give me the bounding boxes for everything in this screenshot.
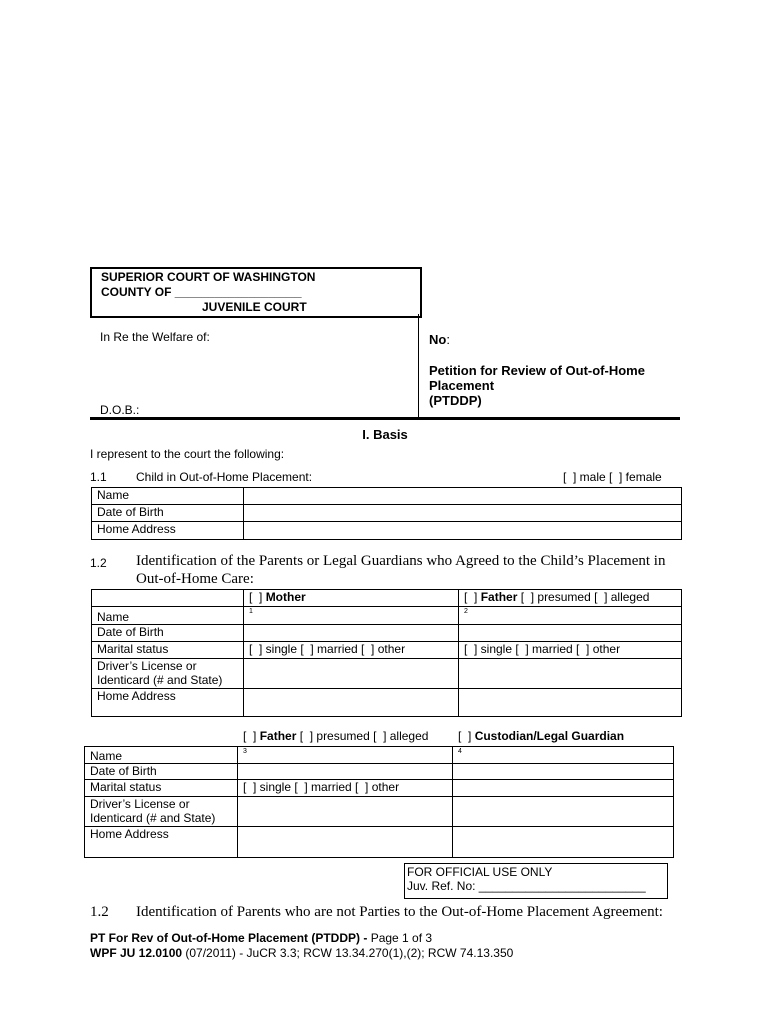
row-label: Name bbox=[92, 488, 244, 505]
mother-name-cell[interactable]: 1 bbox=[244, 607, 459, 625]
row-label: Date of Birth bbox=[85, 764, 238, 780]
row-label: Date of Birth bbox=[92, 505, 244, 522]
father-header bbox=[459, 590, 682, 607]
row-label: Driver’s License or Identicard (# and State) bbox=[92, 659, 244, 689]
guardian-license-cell[interactable] bbox=[453, 797, 674, 827]
father-checkbox[interactable]: [ ] bbox=[464, 590, 478, 604]
second-father-checkbox[interactable]: [ ] bbox=[243, 729, 257, 743]
child-address-cell[interactable] bbox=[244, 522, 682, 540]
father-address-cell[interactable] bbox=[459, 689, 682, 717]
guardian-dob-cell[interactable] bbox=[453, 764, 674, 780]
second-father-license-cell[interactable] bbox=[238, 797, 453, 827]
juvenile-court: JUVENILE COURT bbox=[202, 300, 307, 314]
county-line: COUNTY OF ___________________ bbox=[101, 285, 302, 299]
father-marital-checkboxes[interactable]: [ ] single [ ] married [ ] other bbox=[459, 642, 682, 659]
row-label: Home Address bbox=[85, 827, 238, 858]
in-re-label: In Re the Welfare of: bbox=[100, 330, 210, 344]
father-license-cell[interactable] bbox=[459, 659, 682, 689]
guardian-checkbox[interactable]: [ ] bbox=[458, 729, 472, 743]
item-1-1-number: 1.1 bbox=[90, 470, 107, 484]
mother-dob-cell[interactable] bbox=[244, 625, 459, 642]
mother-address-cell[interactable] bbox=[244, 689, 459, 717]
other-parents-table bbox=[84, 746, 674, 858]
footer-citation bbox=[90, 946, 513, 960]
item-1-2-text bbox=[136, 552, 665, 588]
caption-rule bbox=[90, 417, 680, 420]
second-father-header bbox=[243, 729, 428, 743]
guardian-marital-cell[interactable] bbox=[453, 780, 674, 797]
father-label: Father bbox=[480, 590, 518, 604]
official-use-box bbox=[404, 863, 668, 899]
mother-marital-checkboxes[interactable]: [ ] single [ ] married [ ] other bbox=[244, 642, 459, 659]
case-number bbox=[429, 332, 450, 347]
row-label: Marital status bbox=[92, 642, 244, 659]
mother-license-cell[interactable] bbox=[244, 659, 459, 689]
father-status-checkboxes[interactable]: [ ] presumed [ ] alleged bbox=[520, 590, 650, 604]
court-name: SUPERIOR COURT OF WASHINGTON bbox=[101, 270, 316, 284]
second-father-dob-cell[interactable] bbox=[238, 764, 453, 780]
case-number-label: No bbox=[429, 332, 447, 347]
blank-header-cell bbox=[92, 590, 244, 607]
guardian-label: Custodian/Legal Guardian bbox=[474, 729, 625, 743]
item-1-1-label: Child in Out-of-Home Placement: bbox=[136, 470, 313, 484]
child-table bbox=[91, 487, 682, 540]
child-dob-cell[interactable] bbox=[244, 505, 682, 522]
row-label: Driver’s License or Identicard (# and State) bbox=[85, 797, 238, 827]
item-1-2b-text: Identification of Parents who are not Parties to the Out-of-Home Placement Agreement: bbox=[136, 904, 663, 920]
child-gender-checkboxes[interactable]: [ ] male [ ] female bbox=[563, 470, 662, 484]
official-use-label: FOR OFFICIAL USE ONLY bbox=[407, 865, 553, 879]
second-father-label: Father bbox=[259, 729, 297, 743]
mother-checkbox[interactable]: [ ] bbox=[249, 590, 263, 604]
juv-ref-number[interactable]: Juv. Ref. No: _________________________ bbox=[407, 879, 646, 893]
row-label: Home Address bbox=[92, 689, 244, 717]
footer-form-id: WPF JU 12.0100 bbox=[90, 946, 183, 960]
mother-header bbox=[244, 590, 459, 607]
row-label: Marital status bbox=[85, 780, 238, 797]
item-1-2-number: 1.2 bbox=[90, 556, 107, 570]
row-label: Name bbox=[92, 607, 244, 625]
section-heading: I. Basis bbox=[362, 427, 408, 442]
case-number-colon: : bbox=[446, 332, 450, 347]
section-intro: I represent to the court the following: bbox=[90, 447, 285, 461]
row-label: Date of Birth bbox=[92, 625, 244, 642]
document-title-line2: Placement bbox=[429, 378, 495, 393]
item-1-2b-number: 1.2 bbox=[90, 904, 109, 920]
second-father-address-cell[interactable] bbox=[238, 827, 453, 858]
guardian-name-cell[interactable]: 4 bbox=[453, 747, 674, 764]
guardian-header bbox=[458, 729, 624, 743]
parents-agreed-table bbox=[91, 589, 682, 717]
document-title bbox=[429, 363, 645, 408]
court-caption-box bbox=[90, 267, 422, 318]
row-label: Home Address bbox=[92, 522, 244, 540]
footer-rule: (07/2011) - JuCR 3.3; RCW 13.34.270(1),(2); RCW 74.13.350 bbox=[182, 946, 514, 960]
document-title-line3: (PTDDP) bbox=[429, 393, 482, 408]
footer-title bbox=[90, 931, 432, 945]
second-father-status-checkboxes[interactable]: [ ] presumed [ ] alleged bbox=[299, 729, 429, 743]
dob-label: D.O.B.: bbox=[100, 403, 140, 417]
item-1-2-text-line1: Identification of the Parents or Legal Guardians who Agreed to the Child’s Placement in bbox=[136, 553, 666, 569]
item-1-2-text-line2: Out-of-Home Care: bbox=[136, 571, 254, 587]
caption-divider bbox=[418, 314, 419, 418]
document-title-line1: Petition for Review of Out-of-Home bbox=[429, 363, 645, 378]
row-label: Name bbox=[85, 747, 238, 764]
footer-page-number: Page 1 of 3 bbox=[370, 931, 433, 945]
mother-label: Mother bbox=[265, 590, 306, 604]
guardian-address-cell[interactable] bbox=[453, 827, 674, 858]
father-name-cell[interactable]: 2 bbox=[459, 607, 682, 625]
second-father-name-cell[interactable]: 3 bbox=[238, 747, 453, 764]
second-father-marital-checkboxes[interactable]: [ ] single [ ] married [ ] other bbox=[238, 780, 453, 797]
footer-form-title: PT For Rev of Out-of-Home Placement (PTDDP) - bbox=[90, 931, 371, 945]
father-dob-cell[interactable] bbox=[459, 625, 682, 642]
child-name-cell[interactable] bbox=[244, 488, 682, 505]
